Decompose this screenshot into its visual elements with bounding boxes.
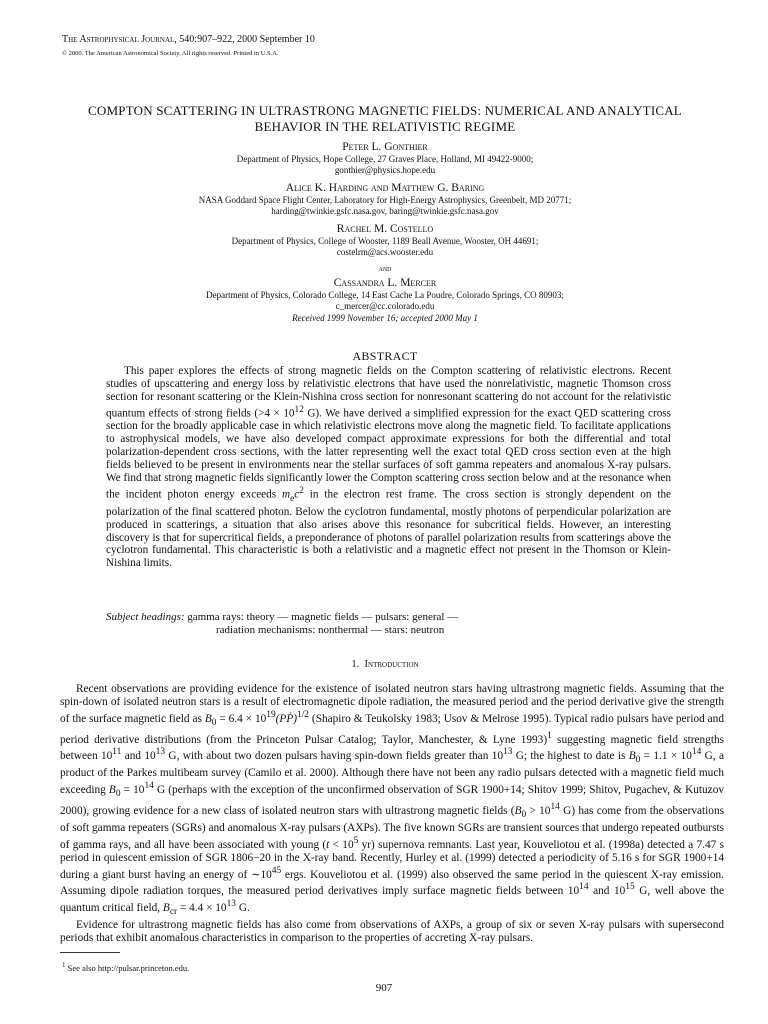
author-affiliation-2: NASA Goddard Space Flight Center, Laboratory for High-Energy Astrophysics, Greenbelt, MD 20771; — [198, 195, 572, 205]
intro-paragraph-1 — [60, 683, 724, 919]
abstract-c-sup: 2 — [299, 485, 304, 496]
exponent: 14 — [579, 882, 589, 893]
intro-text: G, well above the quantum critical field, — [60, 885, 724, 914]
exponent: 45 — [271, 865, 282, 876]
subject-headings-line-1: gamma rays: theory — magnetic fields — pulsars: general — — [184, 611, 459, 623]
abstract-text-b: >4 × 10 — [258, 407, 295, 420]
exponent: 13 — [503, 747, 513, 758]
intro-text: G, with about two dozen pulsars having spin-down fields greater than 10 — [165, 750, 503, 763]
abstract-text-d: in the electron rest frame. The cross section is strongly dependent on the polarization of the final scattered photon. Below the cyclotron fundamental, mostly photons of perpendicular polarization are produced in scatterings, a situation that also arises above this resonance for subcritical fields. However, an interesting discovery is that for supercritical fields, a preponderance of photons of parallel polarization results from scatterings above the cyclotron fundamental. This characteristic is both a relativistic and a magnetic effect not present in the Thomson or Klein-Nishina limits. — [106, 488, 672, 570]
bcr-subscript: cr — [169, 906, 178, 917]
b-subscript: 0 — [635, 755, 641, 766]
received-date: Received 1999 November 16; accepted 2000 May 1 — [292, 313, 478, 323]
copyright-line: © 2000. The American Astronomical Society. All rights reserved. Printed in U.S.A. — [62, 50, 279, 57]
intro-text: < 10 — [329, 838, 354, 851]
section-heading — [60, 658, 710, 671]
exponent: 14 — [550, 802, 560, 813]
subject-headings-label: Subject headings: — [106, 611, 185, 623]
intro-text: G (perhaps with the exception of the unconfirmed observation of SGR 1900+14; Shitov 1999; Shitov, Pugachev, & Kutuzov 2000), growing evidence for a new class of isolated neutron stars with ultrastrong magnetic fields ( — [60, 784, 724, 817]
intro-text: G; the highest to date is — [512, 750, 629, 763]
intro-text: G. — [236, 901, 250, 914]
author-affiliation-3: Department of Physics, College of Wooster, 1189 Beall Avenue, Wooster, OH 44691; — [231, 236, 539, 246]
intro-paragraph-2: Evidence for ultrastrong magnetic fields has also come from observations of AXPs, a group of six or seven X-ray pulsars with supersecond periods that exhibit anomalous characteristics in comparison to the properties of accreting X-ray pulsars. — [60, 918, 724, 944]
footnote-divider — [60, 952, 120, 953]
exponent: 14 — [691, 747, 702, 758]
exponent: 13 — [155, 747, 166, 758]
subject-headings — [106, 611, 671, 637]
author-email-2: harding@twinkie.gsfc.nasa.gov, baring@twinkie.gsfc.nasa.gov — [271, 206, 499, 216]
intro-text: yr) supernova remnants. Last year, Kouveliotou et al. (1998a) detected a 7.47 s period in quiescent emission of SGR 1806−20 in the X-ray band. Recently, Hurley et al. (1999) detected a periodicity of 5.16 s for SGR 1900+14 during a giant burst having an energy of ∼10 — [60, 838, 724, 881]
author-affiliation-1: Department of Physics, Hope College, 27 Graves Place, Holland, MI 49422-9000; — [236, 154, 534, 164]
page-number: 907 — [375, 982, 393, 994]
exponent: 1/2 — [296, 709, 310, 720]
p-pdot-symbol: (PṖ) — [275, 712, 297, 725]
intro-body — [60, 683, 724, 945]
intro-text: ergs. Kouveliotou et al. (1999) also observed the same period in the quiescent X-ray emission. Assuming dipole radiation torques, the measured period derivatives imply surface magnetic fields between 10 — [60, 868, 724, 897]
journal-name: The Astrophysical Journal — [62, 34, 175, 45]
footnote-mark: 1 — [62, 961, 66, 969]
b-subscript: 0 — [115, 789, 121, 800]
abstract-body — [106, 365, 671, 570]
author-name-2: Alice K. Harding and Matthew G. Baring — [285, 182, 485, 194]
exponent: 15 — [625, 882, 635, 893]
section-number: 1. — [351, 659, 360, 670]
intro-text: (Shapiro & Teukolsky 1983; Usov & Melrose 1995). Typical radio pulsars have period and period derivative distributions (from the Princeton Pulsar Catalog; Taylor, Manchester, & Lyne 1993) — [60, 712, 724, 746]
intro-text: and 10 — [121, 750, 156, 763]
abstract-mass-sub: e — [290, 493, 295, 504]
footnote-text: See also http://pulsar.princeton.edu. — [65, 962, 190, 973]
author-email-3: costelrm@acs.wooster.edu — [336, 247, 434, 257]
section-title-text: Introduction — [364, 659, 419, 670]
abstract-heading: ABSTRACT — [352, 349, 418, 363]
subject-headings-line-2: radiation mechanisms: nonthermal — stars: neutron — [216, 624, 445, 636]
intro-text: = 4.4 × 10 — [177, 901, 227, 914]
b-subscript: 0 — [521, 810, 527, 821]
author-affiliation-4: Department of Physics, Colorado College, 14 East Cache La Poudre, Colorado Springs, CO 80903; — [206, 290, 564, 300]
exponent: 13 — [226, 898, 236, 909]
intro-text: = 10 — [120, 784, 145, 796]
b-symbol: B — [628, 750, 636, 763]
abstract-text-a: This paper explores the effects of strong magnetic fields on the Compton scattering of relativistic electrons. Recent studies of upscattering and energy loss by relativistic electrons that have used the nonrelativistic, magnetic Thomson cross section for resonant scattering or the Klein-Nishina cross section for nonresonant scattering do not account for the relativistic quantum effects of strong fields ( — [106, 365, 671, 420]
intro-text: = 1.1 × 10 — [640, 750, 692, 763]
b-symbol: B — [514, 804, 522, 817]
intro-text: suggesting magnetic field strengths between 10 — [60, 733, 725, 763]
exponent: 14 — [144, 781, 154, 792]
footnote — [62, 960, 189, 973]
title-block — [60, 103, 710, 324]
journal-citation — [62, 34, 315, 46]
author-email-4: c_mercer@cc.colorado.edu — [335, 301, 435, 311]
abstract-c-symbol: c — [294, 488, 300, 501]
b-subscript: 0 — [211, 717, 217, 728]
abstract-paragraph — [106, 365, 671, 570]
exponent: 11 — [112, 747, 122, 758]
intro-text: G, a product of the Parkes multibeam survey (Camilo et al. 2000). Although there have not been any radio pulsars detected with a magnetic field much exceeding — [60, 750, 724, 796]
citation-details: , 540:907–922, 2000 September 10 — [174, 34, 315, 45]
b-symbol: B — [108, 784, 116, 796]
t-symbol: t — [326, 838, 330, 851]
abstract-exp: 12 — [294, 404, 304, 415]
author-name-3: Rachel M. Costello — [336, 223, 434, 235]
abstract-mass-symbol: m — [282, 488, 291, 501]
paper-title-line-1: COMPTON SCATTERING IN ULTRASTRONG MAGNETIC FIELDS: NUMERICAL AND ANALYTICAL — [88, 103, 682, 118]
paper-title — [60, 103, 710, 135]
and-separator: and — [378, 263, 392, 273]
author-email-1: gonthier@physics.hope.edu — [334, 165, 436, 175]
intro-text: = 6.4 × 10 — [216, 712, 267, 725]
exponent: 5 — [353, 835, 359, 846]
author-name-1: Peter L. Gonthier — [342, 141, 428, 153]
intro-text: > 10 — [526, 804, 551, 817]
author-name-4: Cassandra L. Mercer — [333, 277, 437, 289]
paper-title-line-2: BEHAVIOR IN THE RELATIVISTIC REGIME — [254, 119, 516, 134]
intro-text: Recent observations are providing evidence for the existence of isolated neutron stars having ultrastrong magnetic fields. Assuming that the spin-down of isolated neutron stars is a result of electromagnetic dipole radiation, the measured period and the period derivative give the strength of the surface magnetic field as — [60, 683, 724, 725]
b-symbol: B — [204, 712, 212, 725]
intro-text: and 10 — [588, 885, 626, 897]
b-symbol: B — [162, 901, 170, 914]
abstract-text-c: G). We have derived a simplified expression for the exact QED scattering cross section for the broadly applicable case in which relativistic electrons move along the magnetic field. To facilitate applications to astrophysical models, we have also developed compact approximate expressions for both the differential and total polarization-dependent cross sections, with the latter representing well the exact total QED cross section even at the high fields believed to be present in environments near the stellar surfaces of soft gamma repeaters and anomalous X-ray pulsars. We find that strong magnetic fields significantly lower the Compton scattering cross section below and at the resonance when the incident photon energy exceeds — [106, 407, 671, 501]
footnote-marker: 1 — [547, 730, 552, 741]
intro-text: G) has come from the observations of soft gamma repeaters (SGRs) and anomalous X-ray pulsars (AXPs). The five known SGRs are transient sources that undergo repeated outbursts of gamma rays, and all have been associated with young ( — [60, 804, 724, 851]
exponent: 19 — [266, 709, 276, 720]
